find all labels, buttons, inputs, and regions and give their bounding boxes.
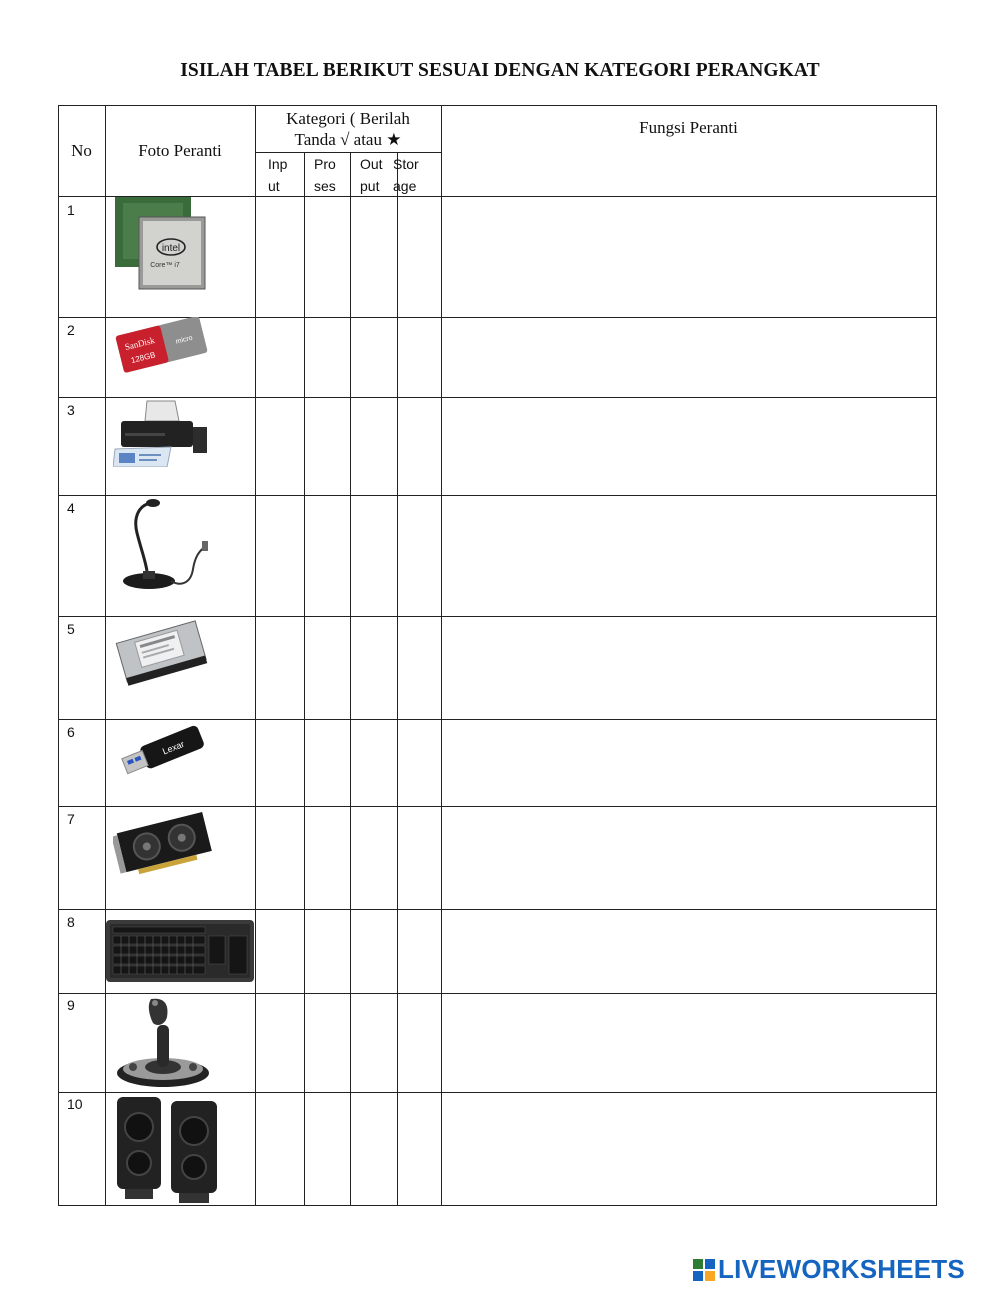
row-number: 1 xyxy=(67,202,75,218)
svg-text:Core™ i7: Core™ i7 xyxy=(150,262,180,269)
header-kategori-line1: Kategori ( Berilah xyxy=(286,109,410,128)
row-number: 8 xyxy=(67,914,75,930)
row-number: 7 xyxy=(67,811,75,827)
page-title: ISILAH TABEL BERIKUT SESUAI DENGAN KATEGORI PERANGKAT xyxy=(180,60,820,81)
header-no: No xyxy=(71,141,92,160)
subheader-output: Out put xyxy=(360,156,383,194)
usb-flash-drive-icon xyxy=(113,721,213,787)
header-foto-peranti: Foto Peranti xyxy=(138,141,222,160)
row-number: 4 xyxy=(67,500,75,516)
footer-brand: LIVEWORKSHEETS xyxy=(718,1254,965,1284)
keyboard-icon xyxy=(105,918,255,984)
device-category-table xyxy=(58,105,937,1206)
joystick-icon xyxy=(113,995,213,1091)
svg-text:intel: intel xyxy=(161,243,181,254)
liveworksheets-logo-icon xyxy=(693,1259,715,1281)
row-number: 5 xyxy=(67,621,75,637)
svg-text:Lexar: Lexar xyxy=(161,738,186,757)
row-number: 2 xyxy=(67,322,75,338)
header-kategori-line2: Tanda √ atau ★ xyxy=(294,130,402,149)
subheader-storage: Stor age xyxy=(393,156,419,194)
subheader-proses: Pro ses xyxy=(314,156,336,194)
header-fungsi-peranti: Fungsi Peranti xyxy=(639,118,738,137)
printer-icon xyxy=(113,399,213,467)
row-number: 10 xyxy=(67,1096,83,1112)
usb-microphone-icon xyxy=(113,497,213,597)
row-number: 6 xyxy=(67,724,75,740)
row-number: 9 xyxy=(67,997,75,1013)
subheader-input: Inp ut xyxy=(268,156,288,194)
hard-disk-drive-icon xyxy=(113,619,213,689)
cpu-processor-icon xyxy=(113,195,209,295)
svg-text:128GB: 128GB xyxy=(130,350,157,366)
svg-text:SanDisk: SanDisk xyxy=(123,335,156,353)
microsd-card-icon xyxy=(113,317,213,375)
graphics-card-icon xyxy=(113,808,217,882)
svg-text:micro: micro xyxy=(175,334,194,346)
row-number: 3 xyxy=(67,402,75,418)
speakers-icon xyxy=(113,1095,223,1205)
